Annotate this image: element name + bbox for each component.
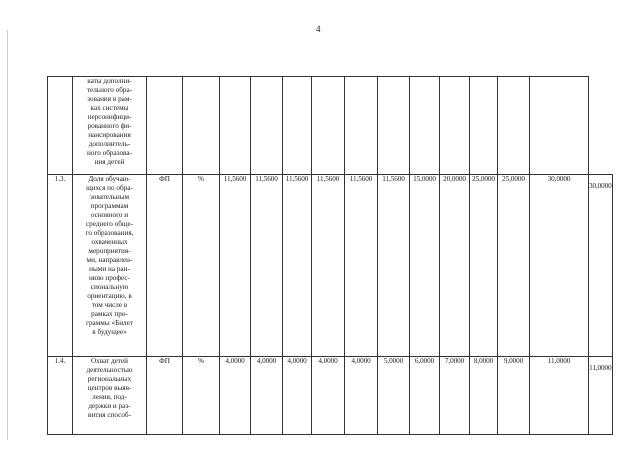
indicator-name-line: ными на ран- [89, 265, 130, 273]
value-cell: 20,0000 [440, 175, 470, 357]
indicator-name-line: ориентацию, в [87, 292, 132, 300]
table-row [48, 175, 613, 357]
row-number-cell [48, 77, 73, 175]
row-number: 1.3. [48, 175, 73, 357]
value-cell: 5,0000 [378, 357, 410, 435]
indicator-name-line: го образования, [85, 229, 134, 237]
indicator-name-line: держки и раз- [88, 402, 131, 410]
indicator-name-cell [73, 357, 147, 435]
indicator-name-line: Охват детей [90, 357, 129, 365]
indicator-name-line: персонифици- [87, 113, 132, 121]
indicator-name-line: зования в рам- [87, 95, 132, 103]
value-cell: 4,0000 [312, 357, 345, 435]
indicator-name-line: дополнитель- [88, 140, 131, 148]
indicator-name-line: мероприятия- [88, 247, 131, 255]
value-cell [312, 77, 345, 175]
value-cell [410, 77, 440, 175]
value-cell: 11,5600 [312, 175, 345, 357]
value-cell: 8,0000 [470, 357, 498, 435]
indicators-table [47, 76, 613, 435]
value-cell [345, 77, 378, 175]
code-cell [147, 77, 183, 175]
source-code: ФП [147, 175, 183, 357]
indicator-name-line: охваченных [91, 238, 128, 246]
value-cell: 11,0000 [530, 357, 589, 435]
value-cell: 11,0000 [589, 357, 613, 435]
page-number: 4 [316, 24, 321, 34]
value-cell: 4,0000 [220, 357, 251, 435]
value-cell: 30,0000 [589, 175, 613, 357]
indicator-name [73, 77, 146, 167]
indicator-name-line: среднего обще- [85, 220, 134, 228]
value-cell: 9,0000 [498, 357, 530, 435]
indicator-name-line: нансирования [88, 131, 131, 139]
scan-edge-line [7, 30, 8, 440]
indicator-name-line: ках системы [90, 104, 129, 112]
source-code: ФП [147, 357, 183, 435]
table-row [48, 77, 613, 175]
value-cell: 25,0000 [470, 175, 498, 357]
indicator-name-cell [73, 77, 147, 175]
value-cell [251, 77, 283, 175]
indicator-name-cell [73, 175, 147, 357]
indicator-name-line: рованного фи- [87, 122, 132, 130]
indicator-name-line: вития способ- [88, 411, 131, 419]
indicator-name-line: региональных [87, 375, 132, 383]
indicator-name-line: щихся по обра- [86, 184, 133, 192]
value-cell: 4,0000 [251, 357, 283, 435]
indicator-name-line: программам [90, 202, 129, 210]
indicator-name-line: ного образова- [87, 149, 132, 157]
value-cell: 30,0000 [530, 175, 589, 357]
value-cell: 11,5600 [345, 175, 378, 357]
indicator-name-line: граммы «Билет [86, 319, 133, 327]
indicator-name-line: ления, под- [92, 393, 127, 401]
unit-cell [183, 77, 220, 175]
value-cell [220, 77, 251, 175]
indicator-name-line: нюю профес- [88, 274, 131, 282]
indicator-name-line: тельного обра- [86, 86, 133, 94]
unit: % [183, 175, 220, 357]
indicator-name-line: ния детей [94, 158, 125, 166]
value-cell: 11,5600 [220, 175, 251, 357]
indicator-name-line: рамках про- [91, 310, 128, 318]
row-number: 1.4. [48, 357, 73, 435]
indicator-name [73, 175, 146, 337]
value-cell [440, 77, 470, 175]
value-cell: 11,5600 [378, 175, 410, 357]
value-cell [470, 77, 498, 175]
value-cell: 25,0000 [498, 175, 530, 357]
indicator-name-line: том числе в [91, 301, 128, 309]
value-cell [530, 77, 589, 175]
value-cell [498, 77, 530, 175]
indicator-name [73, 357, 146, 420]
indicator-name-line: деятельностью [86, 366, 133, 374]
table-row [48, 357, 613, 435]
value-cell: 4,0000 [345, 357, 378, 435]
indicator-name-line: центров выяв- [87, 384, 132, 392]
value-cell: 4,0000 [283, 357, 312, 435]
value-cell: 11,5600 [251, 175, 283, 357]
value-cell: 6,0000 [410, 357, 440, 435]
indicator-name-line: основного и [90, 211, 129, 219]
value-cell [378, 77, 410, 175]
value-cell: 11,5600 [283, 175, 312, 357]
value-cell: 7,0000 [440, 357, 470, 435]
indicator-name-line: каты дополни- [87, 77, 132, 85]
value-cell [283, 77, 312, 175]
indicator-name-line: Доля обучаю- [88, 175, 131, 183]
unit: % [183, 357, 220, 435]
indicator-name-line: зовательным [89, 193, 130, 201]
value-cell: 15,0000 [410, 175, 440, 357]
indicator-name-line: в будущее» [92, 328, 127, 336]
indicator-name-line: сиональную [90, 283, 129, 291]
indicator-name-line: ми, направлен- [86, 256, 133, 264]
